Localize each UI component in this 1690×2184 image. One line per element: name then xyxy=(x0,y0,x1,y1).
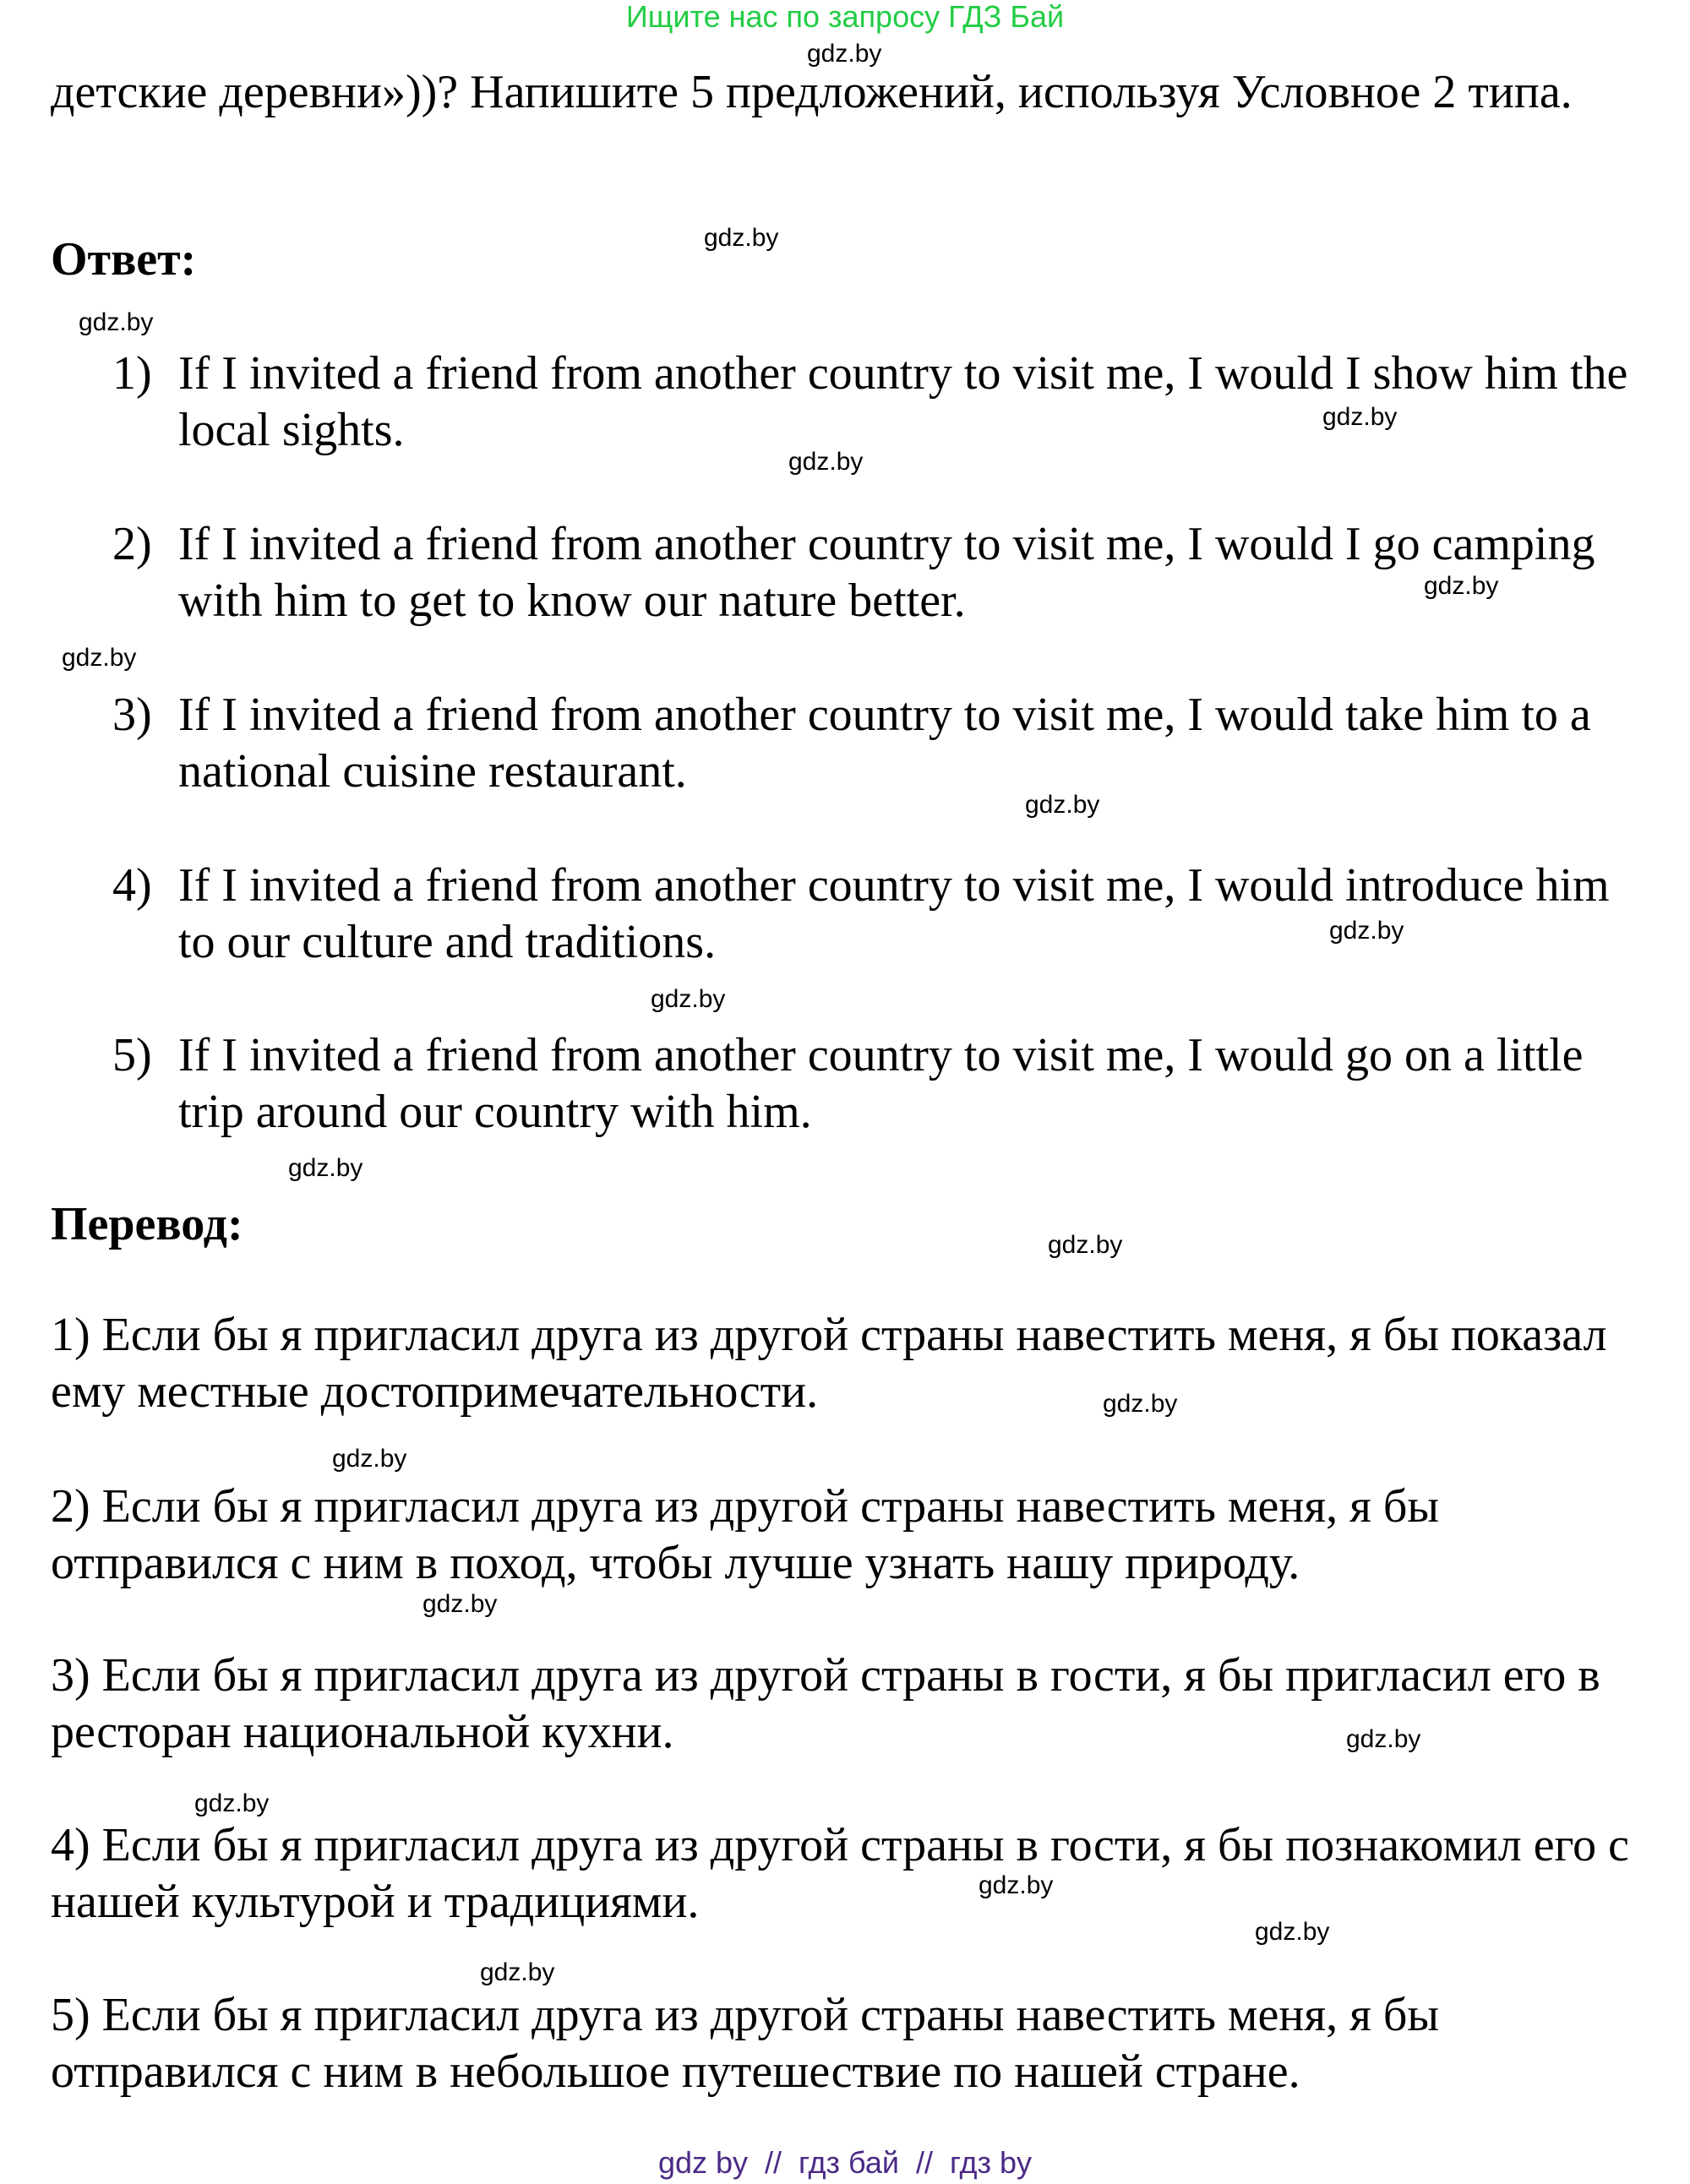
translation-item-4: 4) Если бы я пригласил друга из другой страны в гости, я бы познакомил его с нашей культурой и традициями. xyxy=(51,1819,1629,1928)
question-text: детские деревни»))? Напишите 5 предложений, используя Условное 2 типа. xyxy=(51,66,1573,118)
translation-item-3: 3) Если бы я пригласил друга из другой страны в гости, я бы пригласил его в ресторан национальной кухни. xyxy=(51,1649,1600,1758)
watermark: gdz.by xyxy=(704,224,779,252)
watermark: gdz.by xyxy=(1329,917,1404,945)
watermark: gdz.by xyxy=(1424,572,1499,600)
watermark: gdz.by xyxy=(807,40,882,68)
answer-item-2 xyxy=(112,516,1633,629)
answer-item-number: 2) xyxy=(112,518,152,570)
answer-item-text: If I invited a friend from another country to visit me, I would introduce him to our culture and traditions. xyxy=(178,859,1610,968)
watermark: gdz.by xyxy=(788,448,864,476)
watermark: gdz.by xyxy=(194,1789,270,1817)
watermark: gdz.by xyxy=(422,1590,498,1618)
watermark: gdz.by xyxy=(332,1445,407,1473)
watermark: gdz.by xyxy=(651,985,726,1013)
translation-item-1: 1) Если бы я пригласил друга из другой страны навестить меня, я бы показал ему местные достопримечательности. xyxy=(51,1309,1607,1418)
translation-item-2: 2) Если бы я пригласил друга из другой страны навестить меня, я бы отправился с ним в поход, чтобы лучше узнать нашу природу. xyxy=(51,1480,1439,1589)
watermark: gdz.by xyxy=(79,308,154,336)
translation-heading: Перевод: xyxy=(51,1198,243,1250)
answer-item-number: 4) xyxy=(112,859,152,912)
answer-item-number: 5) xyxy=(112,1029,152,1081)
top-banner: Ищите нас по запросу ГДЗ Бай xyxy=(625,0,1065,34)
answer-item-1 xyxy=(112,346,1633,459)
watermark: gdz.by xyxy=(1346,1725,1421,1753)
watermark: gdz.by xyxy=(979,1871,1054,1899)
footer-links: gdz by // гдз бай // гдз by xyxy=(657,2145,1033,2180)
watermark: gdz.by xyxy=(1103,1390,1178,1418)
answer-item-4 xyxy=(112,858,1633,971)
answer-item-5 xyxy=(112,1027,1633,1141)
answer-item-3 xyxy=(112,687,1633,800)
watermark: gdz.by xyxy=(288,1154,363,1182)
answer-heading: Ответ: xyxy=(51,233,197,286)
answer-item-text: If I invited a friend from another country to visit me, I would I show him the local sights. xyxy=(178,347,1628,456)
answer-item-number: 3) xyxy=(112,689,152,741)
answer-item-text: If I invited a friend from another country to visit me, I would I go camping with him to get to know our nature better. xyxy=(178,518,1595,627)
watermark: gdz.by xyxy=(1048,1231,1123,1259)
watermark: gdz.by xyxy=(62,644,137,672)
answer-item-text: If I invited a friend from another country to visit me, I would go on a little trip around our country with him. xyxy=(178,1029,1584,1138)
watermark: gdz.by xyxy=(480,1958,555,1986)
watermark: gdz.by xyxy=(1025,791,1100,819)
watermark: gdz.by xyxy=(1322,403,1398,431)
answer-item-number: 1) xyxy=(112,347,152,400)
answer-item-text: If I invited a friend from another country to visit me, I would take him to a national cuisine restaurant. xyxy=(178,689,1591,798)
translation-item-5: 5) Если бы я пригласил друга из другой страны навестить меня, я бы отправился с ним в небольшое путешествие по нашей стране. xyxy=(51,1989,1439,2098)
watermark: gdz.by xyxy=(1255,1918,1330,1946)
